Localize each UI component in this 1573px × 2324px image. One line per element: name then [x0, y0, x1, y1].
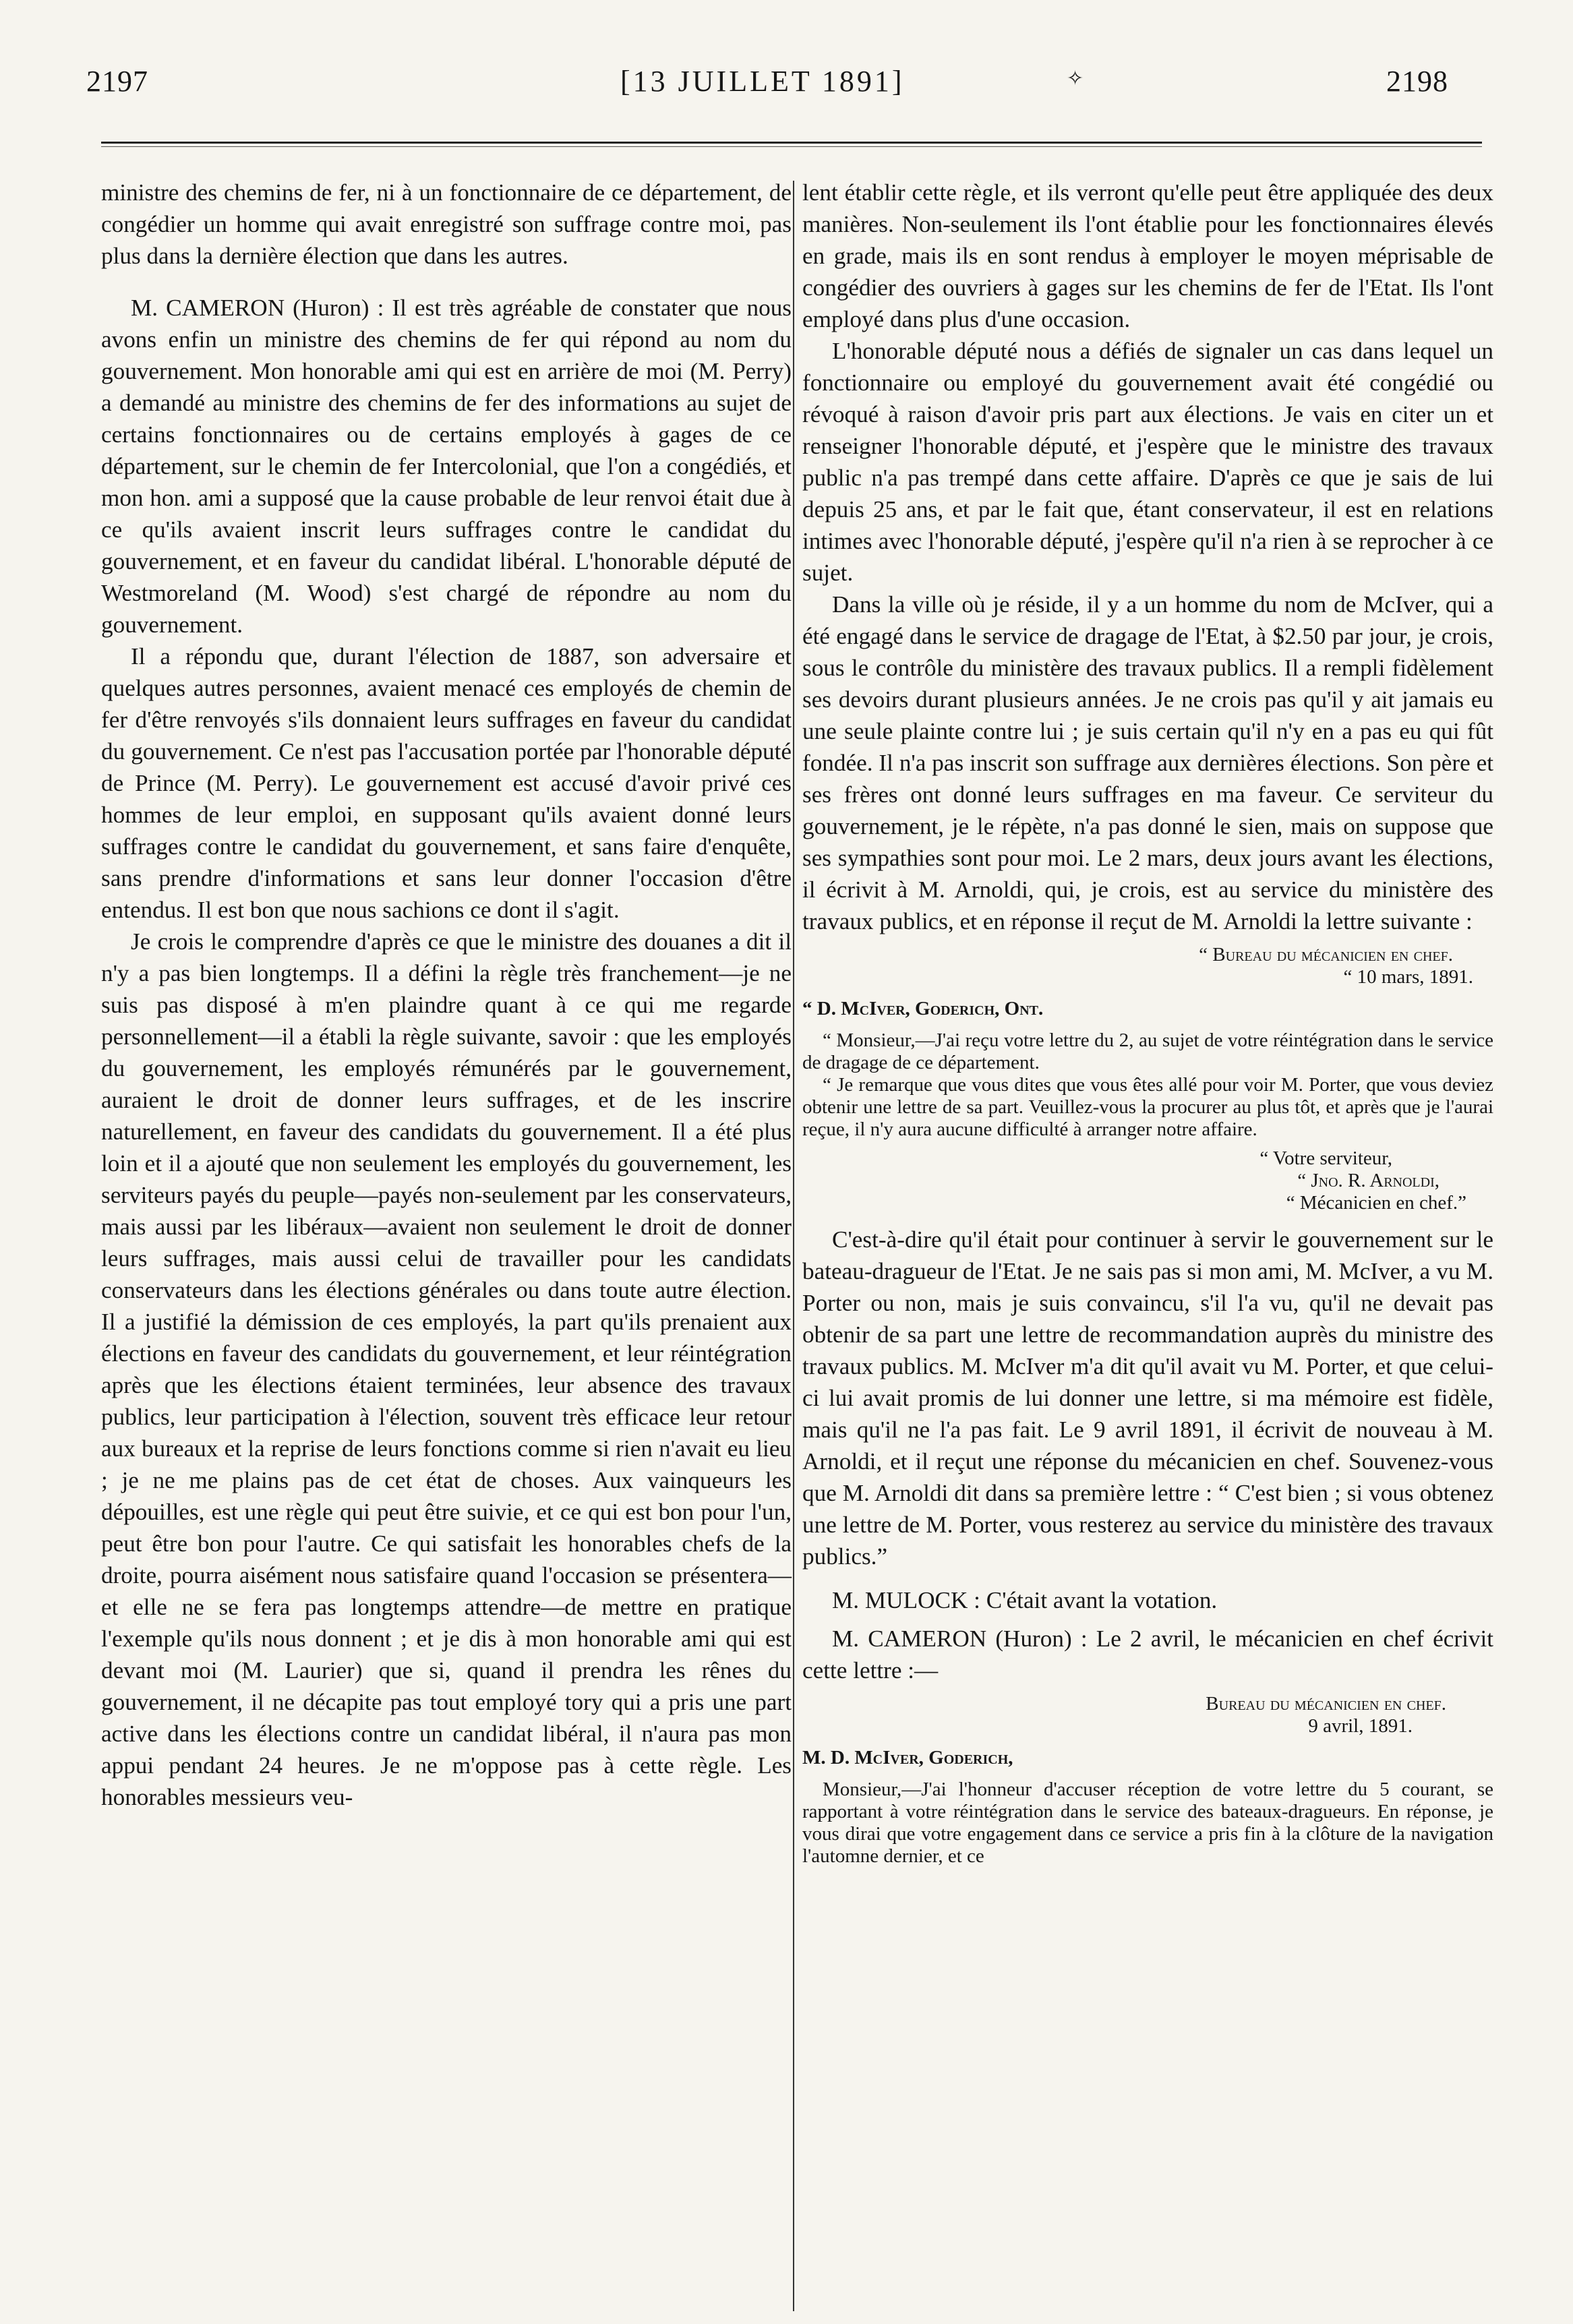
paragraph: Je crois le comprendre d'après ce que le ministre des douanes a dit il n'y a pas bien longtemps. Il a défini la règle très franchement—je ne suis pas disposé à m'en plaindre quant à ce qui me regarde personnellement—il a établi la règle suivante, savoir : que les employés du gouvernement, les employés rémunérés par le gouvernement, auraient le droit de donner leurs suffrages, et de les inscrire naturellement, en faveur des candidats du gouvernement. Il a été plus loin et il a ajouté que non seulement les employés du gouvernement, les serviteurs payés du peuple—payés non-seulement par les conservateurs, mais aussi par les libéraux—avaient non seulement le droit de donner leurs suffrages, mais aussi celui de travailler pour les candidats conservateurs dans les élections générales ou dans toute autre élection. Il a justifié la démission de ces employés, la part qu'ils prenaient aux élections en faveur des candidats du gouvernement, et leur réintégration après que les élections étaient terminées, leur absence des travaux publics, leur participation à l'élection, souvent très efficace leur retour aux bureaux et la reprise de leurs fonctions comme si rien n'avait eu lieu ; je ne me plains pas de cet état de choses. Aux vainqueurs les dépouilles, est une règle qui peut être suivie, et ce qui est bon pour l'un, peut être bon pour l'autre. Ce qui satisfait les honorables chefs de la droite, pourra aisément nous satisfaire quand l'occasion se présentera—et elle ne se fera pas longtemps attendre—de mettre en pratique l'exemple qu'ils nous donnent ; et je dis à mon honorable ami qui est devant moi (M. Laurier) que si, quand il prendra les rênes du gouvernement, il ne décapite pas tout employé tory qui a pris une part active dans les élections contre un candidat libéral, il n'aura pas mon appui pendant 24 heures. Je ne m'oppose pas à cette règle. Les honorables messieurs veu-: [101, 928, 792, 1810]
letter-body: Monsieur,—J'ai l'honneur d'accuser réception de votre lettre du 5 courant, se rapportant à votre réintégration dans le service des bateaux-dragueurs. En réponse, je vous dirai que votre engagement dans ce service a pris fin à la clôture de la navigation l'automne dernier, et ce: [802, 1779, 1493, 1867]
column-divider: [793, 181, 794, 2311]
paragraph-cameron: M. CAMERON (Huron) : Le 2 avril, le mécanicien en chef écrivit cette lettre :—: [802, 1626, 1493, 1684]
header-rule-thin: [101, 146, 1482, 147]
paragraph: Dans la ville où je réside, il y a un homme du nom de McIver, qui a été engagé dans le service de dragage de l'Etat, à $2.50 par jour, je crois, sous le contrôle du ministère des travaux publics. Il a rempli fidèlement ses devoirs durant plusieurs années. Je ne crois pas qu'il y ait jamais eu une seule plainte contre lui ; je suis certain qu'il n'y en a pas eu qui fût fondée. Il n'a pas inscrit son suffrage aux dernières élections. Son père et ses frères ont donné leurs suffrages en ma faveur. Ce serviteur du gouvernement, je le répète, n'a pas donné le sien, mais on suppose que ses sympathies sont pour moi. Le 2 mars, deux jours avant les élections, il écrivit à M. Arnoldi, qui, je crois, est au service du ministère des travaux publics, et en réponse il reçut de M. Arnoldi la lettre suivante :: [802, 591, 1493, 934]
paragraph: lent établir cette règle, et ils verront qu'elle peut être appliquée des deux manières. Non-seulement ils l'ont établie pour les fonctionnaires élevés en grade, mais ils en sont rendus à employer le moyen méprisable de congédier des ouvriers à gages sur les chemins de fer de l'Etat. Ils l'ont employé dans plus d'une occasion.: [802, 179, 1493, 332]
paragraph: ministre des chemins de fer, ni à un fonctionnaire de ce département, de congédier un homme qui avait enregistré son suffrage contre moi, pas plus dans la dernière élection que dans les autres.: [101, 179, 792, 269]
right-column: [802, 177, 1493, 1868]
page-number-right: 2198: [1386, 65, 1448, 98]
quoted-letter-2: [802, 1693, 1493, 1868]
letter-office: “ Bureau du mécanicien en chef.: [1199, 944, 1453, 965]
page-number-left: 2197: [86, 65, 148, 98]
quoted-letter-1: [802, 944, 1493, 1214]
page-date: [13 JUILLET 1891]: [620, 65, 905, 98]
letter-signature-title: “ Mécanicien en chef.”: [1286, 1192, 1466, 1214]
letter-office: Bureau du mécanicien en chef.: [1206, 1693, 1446, 1715]
page-header: [0, 64, 1573, 118]
left-column: [101, 177, 792, 1813]
header-rule: [101, 142, 1482, 144]
printer-mark: ✧: [1067, 67, 1085, 90]
letter-date: 9 avril, 1891.: [1308, 1715, 1413, 1737]
letter-address: M. D. McIver, Goderich,: [802, 1747, 1013, 1768]
letter-body: “ Monsieur,—J'ai reçu votre lettre du 2, au sujet de votre réintégration dans le service de dragage de ce département.: [802, 1030, 1493, 1073]
paragraph-cameron: M. CAMERON (Huron) : Il est très agréable de constater que nous avons enfin un ministre des chemins de fer qui répond au nom du gouvernement. Mon honorable ami qui est en arrière de moi (M. Perry) a demandé au ministre des chemins de fer des informations au sujet de certains fonctionnaires ou de certains employés à gages de ce département, sur le chemin de fer Intercolonial, que l'on a congédiés, et mon hon. ami a supposé que la cause probable de leur renvoi était due à ce qu'ils avaient inscrit leurs suffrages contre le candidat du gouvernement, et en faveur du candidat libéral. L'honorable député de Westmoreland (M. Wood) s'est chargé de répondre au nom du gouvernement.: [101, 295, 792, 638]
letter-closing: “ Votre serviteur,: [1259, 1148, 1392, 1169]
paragraph: Il a répondu que, durant l'élection de 1887, son adversaire et quelques autres personnes, avaient menacé ces employés de chemin de fer d'être renvoyés s'ils donnaient leurs suffrages en faveur du candidat du gouvernement. Ce n'est pas l'accusation portée par l'honorable député de Prince (M. Perry). Le gouvernement est accusé d'avoir privé ces hommes de leur emploi, en supposant qu'ils avaient donné leurs suffrages contre le candidat du gouvernement, et sans faire d'enquête, sans prendre d'informations et sans leur donner l'occasion d'être entendus. Il est bon que nous sachions ce dont il s'agit.: [101, 643, 792, 923]
letter-address: “ D. McIver, Goderich, Ont.: [802, 998, 1044, 1019]
paragraph-mulock: M. MULOCK : C'était avant la votation.: [832, 1587, 1218, 1613]
letter-signature: “ Jno. R. Arnoldi,: [1297, 1170, 1440, 1191]
letter-body: “ Je remarque que vous dites que vous êtes allé pour voir M. Porter, que vous deviez obtenir une lettre de sa part. Veuillez-vous la procurer au plus tôt, et après que je l'aurai reçue, il n'y aura aucune difficulté à arranger notre affaire.: [802, 1074, 1493, 1140]
paragraph: L'honorable député nous a défiés de signaler un cas dans lequel un fonctionnaire ou employé du gouvernement avait été congédié ou révoqué à raison d'avoir pris part aux élections. Je vais en citer un et renseigner l'honorable député, et j'espère que le ministre des travaux public n'a pas trempé dans cette affaire. D'après ce que je sais de lui depuis 25 ans, et par le fait que, étant conservateur, il est en relations intimes avec l'honorable député, j'espère qu'il n'a rien à se reprocher à ce sujet.: [802, 338, 1493, 586]
paragraph: C'est-à-dire qu'il était pour continuer à servir le gouvernement sur le bateau-dragueur de l'Etat. Je ne sais pas si mon ami, M. McIver, a vu M. Porter ou non, mais je suis convaincu, s'il l'a vu, qu'il ne devait pas obtenir de sa part une lettre de recommandation auprès du ministre des travaux publics. M. McIver m'a dit qu'il avait vu M. Porter, et que celui-ci lui avait promis de lui donner une lettre, si ma mémoire est fidèle, mais qu'il ne l'a pas fait. Le 9 avril 1891, il écrivit de nouveau à M. Arnoldi, et il reçut une réponse du mécanicien en chef. Souvenez-vous que M. Arnoldi dit dans sa première lettre : “ C'est bien ; si vous obtenez une lettre de M. Porter, vous resterez au service du ministère des travaux publics.”: [802, 1226, 1493, 1570]
letter-date: “ 10 mars, 1891.: [1343, 966, 1473, 988]
